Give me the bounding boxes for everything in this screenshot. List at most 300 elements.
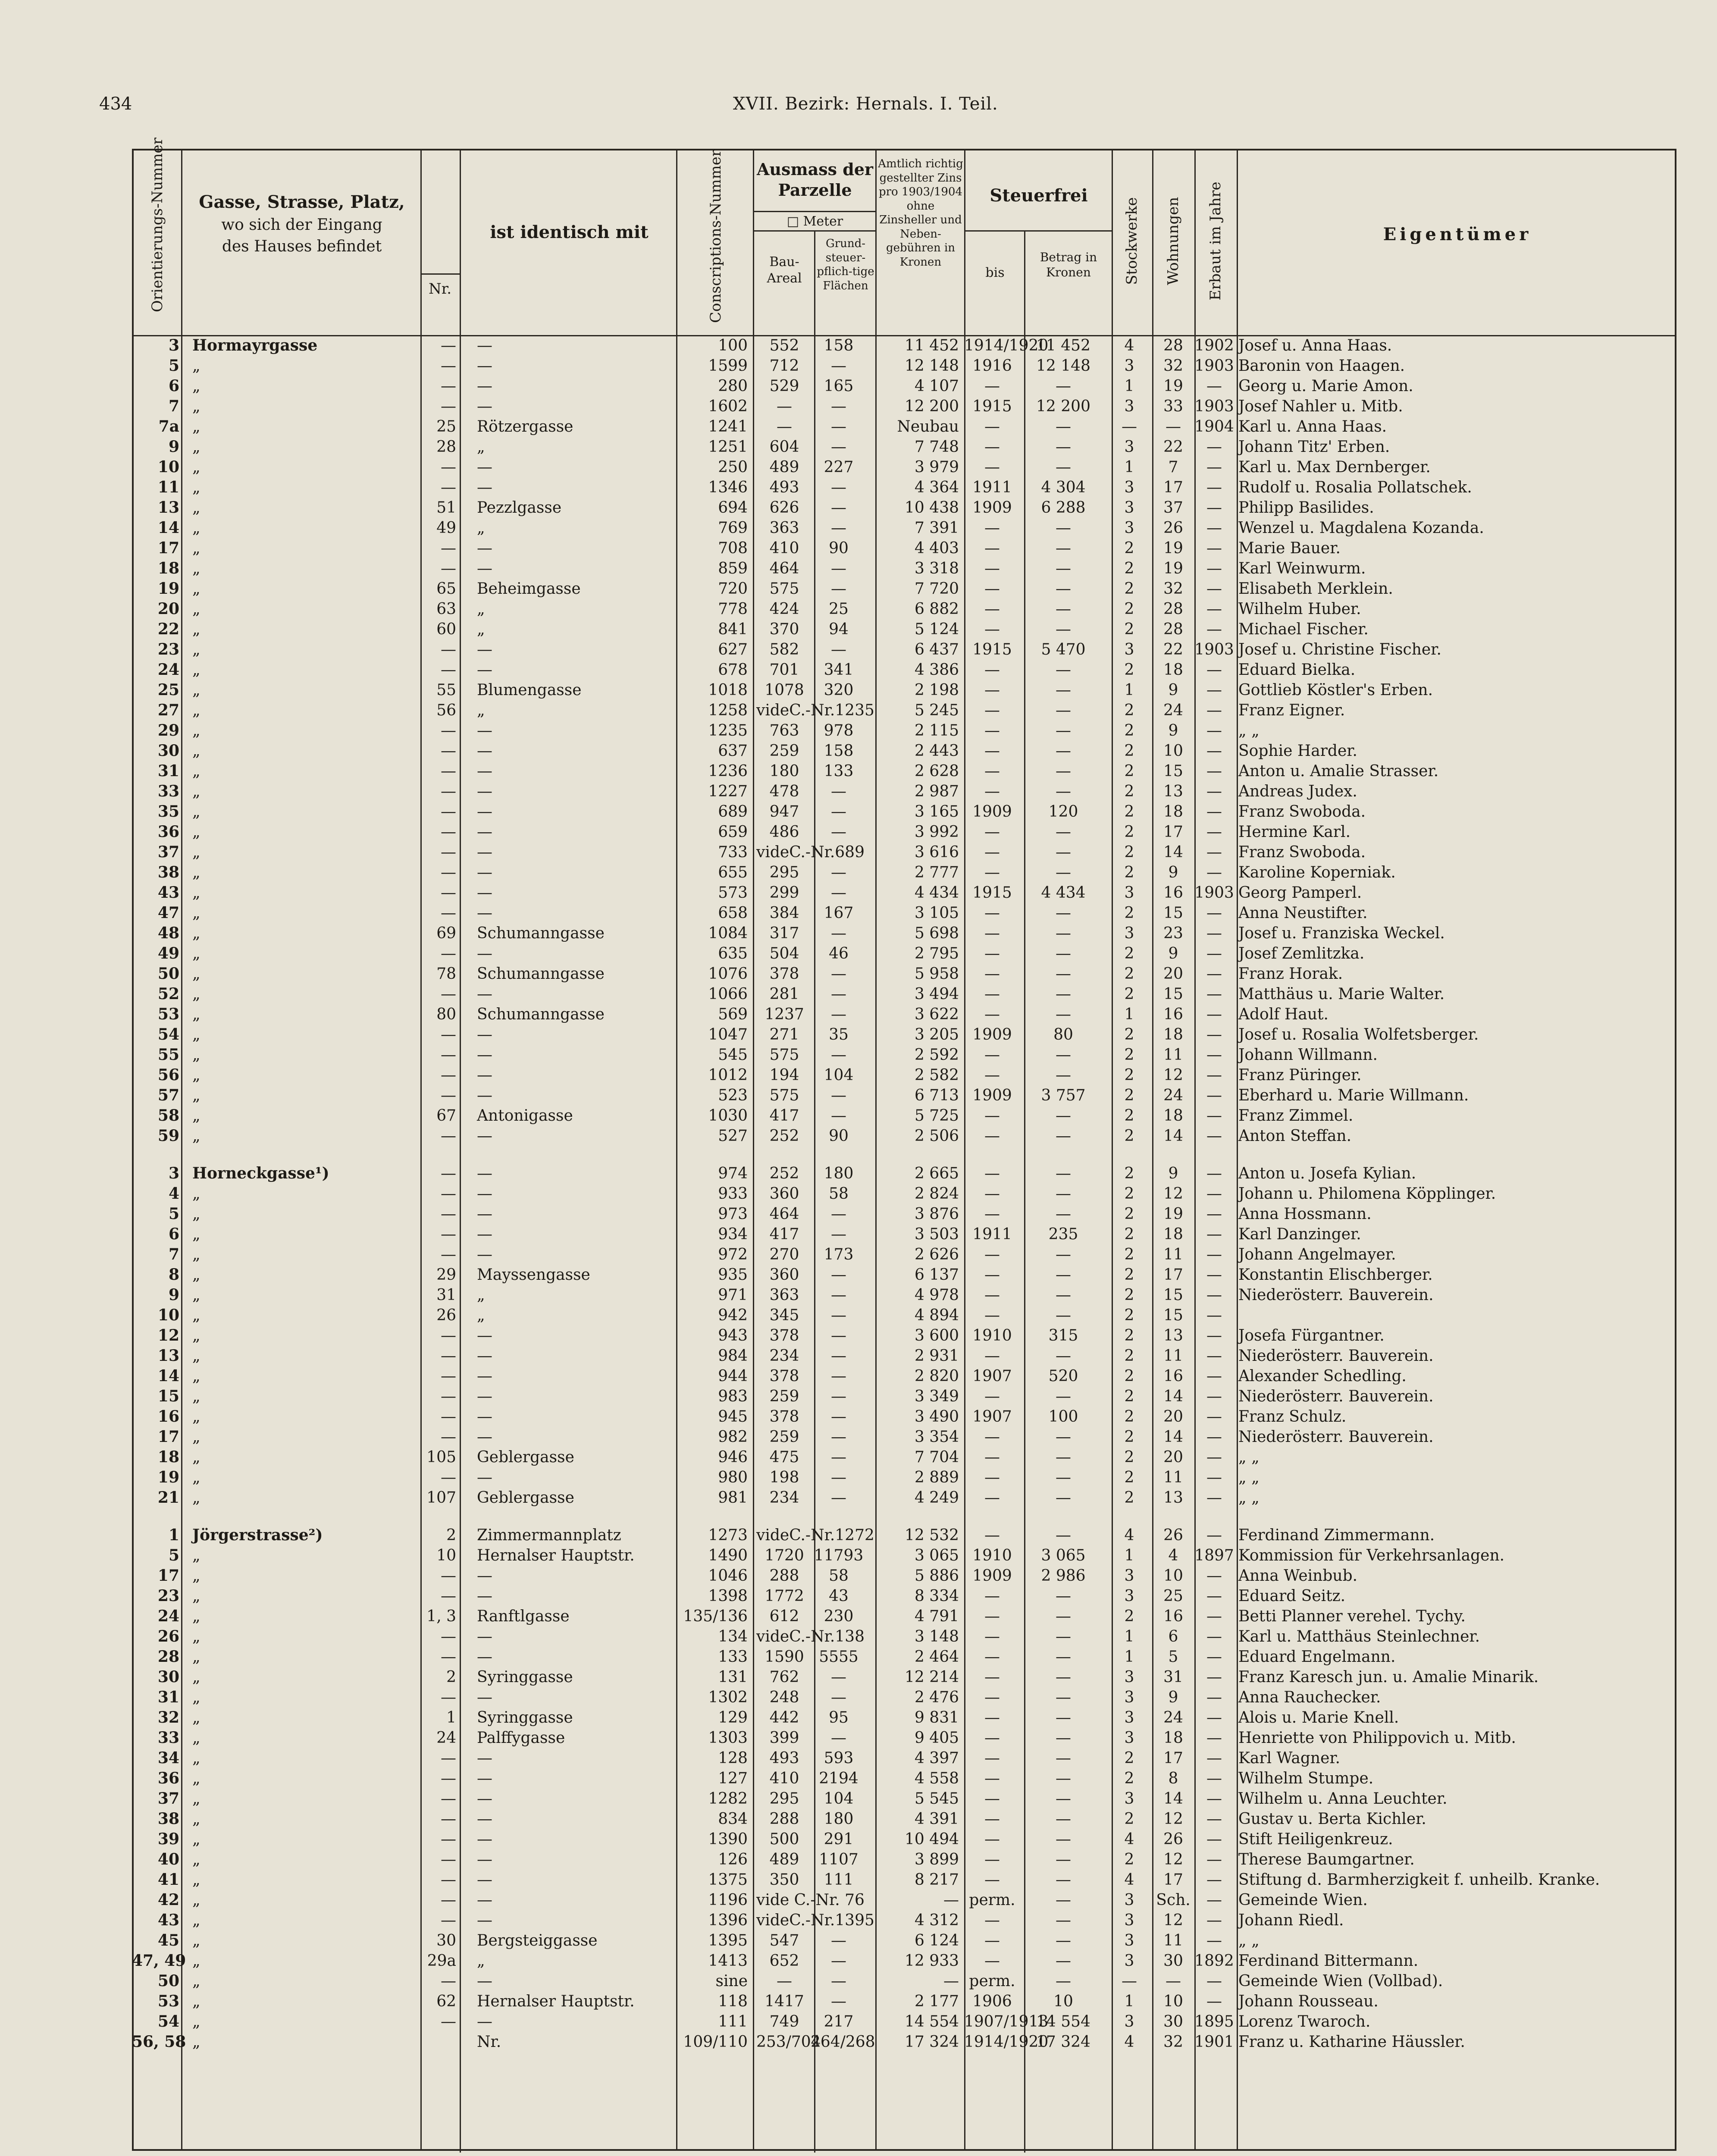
conscription-nr: 569 xyxy=(718,1006,748,1023)
taxable-area: 133 xyxy=(824,762,854,780)
identical-street: — xyxy=(477,1026,492,1044)
identical-street: Rötzergasse xyxy=(477,418,573,436)
identical-nr: — xyxy=(441,722,456,740)
floors: 3 xyxy=(1124,1912,1134,1929)
orientation-nr: 23 xyxy=(157,1587,179,1605)
col-identical-nr: Nr. xyxy=(428,280,452,298)
dwellings: 11 xyxy=(1163,1932,1183,1949)
orientation-nr: 33 xyxy=(157,782,179,800)
page-header xyxy=(0,94,1717,120)
orientation-nr: 30 xyxy=(157,742,179,760)
tax-free-until: perm. xyxy=(969,1972,1015,1990)
owner: Elisabeth Merklein. xyxy=(1238,580,1393,598)
rent-value: 6 437 xyxy=(914,641,959,658)
identical-street: — xyxy=(477,560,492,577)
table-row xyxy=(132,1126,1676,1146)
rent-value: 2 795 xyxy=(914,945,959,962)
taxable-area: — xyxy=(831,1972,846,1990)
table-row xyxy=(132,1106,1676,1126)
owner: Ferdinand Bittermann. xyxy=(1238,1952,1419,1970)
ditto-mark: „ xyxy=(192,843,201,861)
ditto-mark: „ xyxy=(192,438,201,456)
identical-nr: — xyxy=(441,864,456,881)
building-area: 417 xyxy=(769,1107,799,1125)
ditto-mark: „ xyxy=(192,1428,201,1446)
taxable-area: — xyxy=(831,1087,846,1104)
dwellings: 28 xyxy=(1163,620,1183,638)
tax-free-amount: 120 xyxy=(1048,803,1078,821)
taxable-area: 230 xyxy=(824,1608,854,1625)
identical-street: — xyxy=(477,1469,492,1486)
taxable-area: — xyxy=(831,803,846,821)
conscription-nr: 523 xyxy=(718,1087,748,1104)
building-area: 1720 xyxy=(765,1547,804,1564)
ditto-mark: „ xyxy=(192,580,201,598)
built-year: — xyxy=(1206,1709,1222,1727)
orientation-nr: 50 xyxy=(157,1972,179,1990)
conscription-nr: 1413 xyxy=(708,1952,748,1970)
rent-value: 10 494 xyxy=(905,1830,959,1848)
floors: 3 xyxy=(1124,1790,1134,1808)
orientation-nr: 57 xyxy=(157,1086,179,1104)
owner: Gustav u. Berta Kichler. xyxy=(1238,1810,1426,1828)
owner: Karl u. Max Dernberger. xyxy=(1238,458,1431,476)
taxable-area: — xyxy=(831,1428,846,1446)
taxable-area: 593 xyxy=(824,1749,854,1767)
rent-value: — xyxy=(943,1891,959,1909)
tax-free-until: — xyxy=(984,519,1000,537)
taxable-area: — xyxy=(831,924,846,942)
built-year: — xyxy=(1206,458,1222,476)
orientation-nr: 5 xyxy=(168,1205,179,1223)
built-year: — xyxy=(1206,600,1222,618)
conscription-nr: 1196 xyxy=(708,1891,748,1909)
table-row xyxy=(132,1525,1676,1545)
conscription-nr: 1375 xyxy=(708,1871,748,1889)
col-street-1: Gasse, Strasse, Platz, xyxy=(199,192,405,212)
identical-street: „ xyxy=(477,600,485,618)
orientation-nr: 25 xyxy=(157,681,179,699)
tax-free-amount: 14 554 xyxy=(1036,2013,1090,2031)
building-area: 1237 xyxy=(765,1006,804,1023)
ditto-mark: „ xyxy=(192,499,201,517)
identical-street: — xyxy=(477,1972,492,1990)
floors: 3 xyxy=(1124,1891,1134,1909)
conscription-nr: 678 xyxy=(718,661,748,679)
floors: 2 xyxy=(1124,1388,1134,1405)
owner: Wenzel u. Magdalena Kozanda. xyxy=(1238,519,1484,537)
taxable-area: — xyxy=(831,965,846,983)
orientation-nr: 21 xyxy=(157,1489,179,1507)
orientation-nr: 8 xyxy=(168,1266,179,1284)
owner: Karl Danzinger. xyxy=(1238,1225,1361,1243)
conscription-nr: 720 xyxy=(718,580,748,598)
identical-street: — xyxy=(477,985,492,1003)
tax-free-until: — xyxy=(984,1266,1000,1284)
dwellings: 11 xyxy=(1163,1046,1183,1064)
ditto-mark: „ xyxy=(192,1547,201,1564)
ditto-mark: „ xyxy=(192,600,201,618)
conscription-nr: 1396 xyxy=(708,1912,748,1929)
owner: Alois u. Marie Knell. xyxy=(1238,1709,1399,1727)
orientation-nr: 20 xyxy=(157,600,179,618)
dwellings: 26 xyxy=(1163,519,1183,537)
owner: Adolf Haut. xyxy=(1238,1006,1328,1023)
rent-value: 4 397 xyxy=(914,1749,959,1767)
dwellings: 9 xyxy=(1168,1165,1178,1182)
building-area: 749 xyxy=(769,2013,799,2031)
built-year: — xyxy=(1206,985,1222,1003)
identical-nr: — xyxy=(441,1066,456,1084)
taxable-area: 180 xyxy=(824,1165,854,1182)
identical-street: „ xyxy=(477,1952,485,1970)
table-row xyxy=(132,1991,1676,2012)
orientation-nr: 37 xyxy=(157,843,179,861)
floors: 3 xyxy=(1124,1952,1134,1970)
building-area: 248 xyxy=(769,1689,799,1706)
taxable-area: 35 xyxy=(829,1026,849,1044)
tax-free-until: — xyxy=(984,1307,1000,1324)
rent-value: 10 438 xyxy=(905,499,959,517)
tax-free-amount: — xyxy=(1056,1165,1071,1182)
identical-street: „ xyxy=(477,702,485,719)
floors: 2 xyxy=(1124,1165,1134,1182)
rent-value: 11 452 xyxy=(905,337,959,354)
tax-free-amount: 11 452 xyxy=(1036,337,1090,354)
rent-value: 5 124 xyxy=(914,620,959,638)
orientation-nr: 47 xyxy=(157,904,179,922)
taxable-area: 291 xyxy=(824,1830,854,1848)
rent-value: 4 978 xyxy=(914,1286,959,1304)
floors: — xyxy=(1122,418,1137,436)
tax-free-until: 1911 xyxy=(972,1225,1012,1243)
taxable-area: — xyxy=(831,418,846,436)
dwellings: 18 xyxy=(1163,1729,1183,1747)
table-row xyxy=(132,1045,1676,1065)
identical-nr: 107 xyxy=(426,1489,456,1507)
dwellings: 9 xyxy=(1168,1689,1178,1706)
orientation-nr: 7a xyxy=(158,417,179,436)
tax-free-amount: — xyxy=(1056,1668,1071,1686)
floors: 2 xyxy=(1124,1448,1134,1466)
conscription-nr: 658 xyxy=(718,904,748,922)
tax-free-until: — xyxy=(984,1388,1000,1405)
identical-nr: — xyxy=(441,1972,456,1990)
building-area: 475 xyxy=(769,1448,799,1466)
dwellings: 26 xyxy=(1163,1830,1183,1848)
identical-nr: — xyxy=(441,742,456,760)
dwellings: 18 xyxy=(1163,1225,1183,1243)
building-area: 947 xyxy=(769,803,799,821)
table-row xyxy=(132,741,1676,761)
ditto-mark: „ xyxy=(192,1770,201,1787)
floors: 3 xyxy=(1124,499,1134,517)
tax-free-until: — xyxy=(984,1526,1000,1544)
conscription-nr: 118 xyxy=(718,1993,748,2010)
tax-free-until: 1906 xyxy=(972,1993,1012,2010)
rent-value: Neubau xyxy=(897,418,959,436)
col-building-area: Bau-Areal xyxy=(767,254,802,286)
owner: Josef u. Christine Fischer. xyxy=(1238,641,1441,658)
identical-street: — xyxy=(477,1087,492,1104)
conscription-nr: 129 xyxy=(718,1709,748,1727)
orientation-nr: 5 xyxy=(168,1546,179,1564)
identical-street: — xyxy=(477,1388,492,1405)
floors: 2 xyxy=(1124,600,1134,618)
built-year: — xyxy=(1206,1327,1222,1344)
tax-free-amount: — xyxy=(1056,600,1071,618)
taxable-area: 90 xyxy=(829,1127,849,1145)
identical-street: — xyxy=(477,377,492,395)
taxable-area: — xyxy=(831,985,846,1003)
floors: 3 xyxy=(1124,641,1134,658)
tax-free-amount: — xyxy=(1056,965,1071,983)
conscription-nr: 109/110 xyxy=(683,2033,748,2051)
orientation-nr: 22 xyxy=(157,620,179,638)
tax-free-until: 1915 xyxy=(972,641,1012,658)
owner: Wilhelm u. Anna Leuchter. xyxy=(1238,1790,1448,1808)
owner: Anton u. Amalie Strasser. xyxy=(1238,762,1439,780)
identical-street: — xyxy=(477,1205,492,1223)
table-row xyxy=(132,1326,1676,1346)
rent-value: 2 582 xyxy=(914,1066,959,1084)
col-street-3: des Hauses befindet xyxy=(222,238,382,255)
rent-value: 7 720 xyxy=(914,580,959,598)
orientation-nr: 23 xyxy=(157,640,179,658)
rent-value: 2 443 xyxy=(914,742,959,760)
col-parcel: Ausmass der Parzelle xyxy=(756,160,874,200)
orientation-nr: 24 xyxy=(157,661,179,679)
floors: 2 xyxy=(1124,803,1134,821)
taxable-area: — xyxy=(831,1205,846,1223)
orientation-nr: 27 xyxy=(157,701,179,719)
orientation-nr: 3 xyxy=(168,336,179,354)
taxable-area: — xyxy=(831,560,846,577)
owner: Franz Schulz. xyxy=(1238,1408,1347,1426)
owner: Hermine Karl. xyxy=(1238,823,1351,841)
taxable-area: — xyxy=(831,1729,846,1747)
floors: 2 xyxy=(1124,1770,1134,1787)
orientation-nr: 56, 58 xyxy=(132,2033,186,2051)
building-area: 180 xyxy=(769,762,799,780)
built-year: — xyxy=(1206,1286,1222,1304)
table-row xyxy=(132,842,1676,862)
tax-free-amount: — xyxy=(1056,1749,1071,1767)
orientation-nr: 37 xyxy=(157,1789,179,1808)
taxable-area: 58 xyxy=(829,1185,849,1203)
tax-free-until: — xyxy=(984,1668,1000,1686)
building-area: 652 xyxy=(769,1952,799,1970)
tax-free-amount: — xyxy=(1056,1448,1071,1466)
floors: 1 xyxy=(1124,1547,1134,1564)
dwellings: 20 xyxy=(1163,1408,1183,1426)
rent-value: 3 616 xyxy=(914,843,959,861)
ditto-mark: „ xyxy=(192,1729,201,1747)
orientation-nr: 33 xyxy=(157,1729,179,1747)
floors: 2 xyxy=(1124,1469,1134,1486)
orientation-nr: 53 xyxy=(157,1992,179,2010)
tax-free-until: 1909 xyxy=(972,499,1012,517)
conscription-nr: 984 xyxy=(718,1347,748,1365)
ditto-mark: „ xyxy=(192,377,201,395)
orientation-nr: 12 xyxy=(157,1326,179,1344)
owner: Stiftung d. Barmherzigkeit f. unheilb. Kranke. xyxy=(1238,1871,1600,1889)
tax-free-amount: 2 986 xyxy=(1041,1567,1086,1585)
tax-free-amount: — xyxy=(1056,783,1071,800)
conscription-nr: 1030 xyxy=(708,1107,748,1125)
owner: Anna Rauchecker. xyxy=(1238,1689,1381,1706)
built-year: — xyxy=(1206,661,1222,679)
floors: 3 xyxy=(1124,357,1134,375)
ditto-mark: „ xyxy=(192,1648,201,1666)
built-year: — xyxy=(1206,1851,1222,1868)
identical-street: Geblergasse xyxy=(477,1448,574,1466)
dwellings: 16 xyxy=(1163,1367,1183,1385)
conscription-nr: 1602 xyxy=(708,398,748,415)
conscription-nr: 859 xyxy=(718,560,748,577)
dwellings: 12 xyxy=(1163,1066,1183,1084)
identical-nr: — xyxy=(441,479,456,496)
orientation-nr: 3 xyxy=(168,1164,179,1182)
tax-free-amount: 12 148 xyxy=(1036,357,1090,375)
built-year: — xyxy=(1206,1087,1222,1104)
col-identical: ist identisch mit xyxy=(490,222,649,242)
conscription-nr: 769 xyxy=(718,519,748,537)
ditto-mark: „ xyxy=(192,1388,201,1405)
owner: Johann Rousseau. xyxy=(1238,1993,1379,2010)
identical-street: „ xyxy=(477,1286,485,1304)
table-row xyxy=(132,680,1676,700)
identical-street: Schumanngasse xyxy=(477,965,605,983)
tax-free-amount: — xyxy=(1056,1689,1071,1706)
orientation-nr: 16 xyxy=(157,1407,179,1426)
ditto-mark: „ xyxy=(192,519,201,537)
owner: „ „ xyxy=(1238,722,1260,740)
orientation-nr: 17 xyxy=(157,1428,179,1446)
floors: 4 xyxy=(1124,1871,1134,1889)
building-area: 378 xyxy=(769,965,799,983)
tax-free-amount: — xyxy=(1056,1286,1071,1304)
ditto-mark: „ xyxy=(192,945,201,962)
table-row xyxy=(132,1870,1676,1890)
table-row xyxy=(132,1025,1676,1045)
rent-value: 3 503 xyxy=(914,1225,959,1243)
built-year: — xyxy=(1206,1648,1222,1666)
floors: 2 xyxy=(1124,823,1134,841)
identical-nr: 80 xyxy=(436,1006,456,1023)
identical-nr: — xyxy=(441,1628,456,1645)
col-amount: Betrag in Kronen xyxy=(1040,250,1097,279)
conscription-nr: 981 xyxy=(718,1489,748,1507)
identical-street: — xyxy=(477,945,492,962)
identical-street: Schumanngasse xyxy=(477,1006,605,1023)
built-year: — xyxy=(1206,823,1222,841)
owner: Johann Angelmayer. xyxy=(1238,1246,1396,1263)
conscription-nr: sine xyxy=(715,1972,748,1990)
owner: Anton u. Josefa Kylian. xyxy=(1238,1165,1416,1182)
table-row xyxy=(132,376,1676,396)
table-row xyxy=(132,558,1676,579)
conscription-nr: 1236 xyxy=(708,762,748,780)
tax-free-until: — xyxy=(984,1127,1000,1145)
tax-free-amount: — xyxy=(1056,1185,1071,1203)
rent-value: 7 391 xyxy=(914,519,959,537)
building-area: 478 xyxy=(769,783,799,800)
identical-street: — xyxy=(477,1367,492,1385)
identical-street: Bergsteiggasse xyxy=(477,1932,598,1949)
floors: 2 xyxy=(1124,762,1134,780)
rent-value: 2 931 xyxy=(914,1347,959,1365)
conscription-nr: 694 xyxy=(718,499,748,517)
identical-street: — xyxy=(477,398,492,415)
rent-value: 12 532 xyxy=(905,1526,959,1544)
table-row xyxy=(132,1789,1676,1809)
ditto-mark: „ xyxy=(192,985,201,1003)
table-row xyxy=(132,1085,1676,1106)
dwellings: 13 xyxy=(1163,783,1183,800)
conscription-nr: 127 xyxy=(718,1770,748,1787)
owner: Gemeinde Wien (Vollbad). xyxy=(1238,1972,1443,1990)
built-year: — xyxy=(1206,1046,1222,1064)
tax-free-amount: — xyxy=(1056,1912,1071,1929)
built-year: 1903 xyxy=(1194,641,1234,658)
owner: Anna Weinbub. xyxy=(1238,1567,1358,1585)
table-row xyxy=(132,1849,1676,1870)
ditto-mark: „ xyxy=(192,1489,201,1507)
dwellings: 14 xyxy=(1163,1790,1183,1808)
dwellings: 13 xyxy=(1163,1327,1183,1344)
floors: 2 xyxy=(1124,560,1134,577)
identical-street: — xyxy=(477,1810,492,1828)
tax-free-until: — xyxy=(984,924,1000,942)
rent-value: 5 886 xyxy=(914,1567,959,1585)
orientation-nr: 54 xyxy=(157,2012,179,2031)
dwellings: 6 xyxy=(1168,1628,1178,1645)
col-rent-value: Amtlich richtig gestellter Zins pro 1903/1904 ohne Zinsheller und Neben-gebühren in Kronen xyxy=(878,157,963,269)
floors: 2 xyxy=(1124,1185,1134,1203)
identical-street: — xyxy=(477,1127,492,1145)
identical-street: — xyxy=(477,1165,492,1182)
built-year: — xyxy=(1206,1567,1222,1585)
rent-value: 4 386 xyxy=(914,661,959,679)
orientation-nr: 29 xyxy=(157,721,179,740)
conscription-nr: 1395 xyxy=(708,1932,748,1949)
identical-nr: — xyxy=(441,1367,456,1385)
floors: 2 xyxy=(1124,1046,1134,1064)
dwellings: 5 xyxy=(1168,1648,1178,1666)
tax-free-amount: — xyxy=(1056,1246,1071,1263)
dwellings: 12 xyxy=(1163,1912,1183,1929)
identical-nr: 105 xyxy=(426,1448,456,1466)
tax-free-until: — xyxy=(984,1628,1000,1645)
dwellings: 15 xyxy=(1163,985,1183,1003)
taxable-area: — xyxy=(831,1307,846,1324)
building-area: 378 xyxy=(769,1367,799,1385)
conscription-nr: 1084 xyxy=(708,924,748,942)
identical-street: „ xyxy=(477,438,485,456)
table-row xyxy=(132,660,1676,680)
conscription-nr: 1046 xyxy=(708,1567,748,1585)
orientation-nr: 42 xyxy=(157,1891,179,1909)
conscription-nr: 111 xyxy=(718,2013,748,2031)
owner: Niederösterr. Bauverein. xyxy=(1238,1388,1434,1405)
tax-free-amount: — xyxy=(1056,1851,1071,1868)
rent-value: 9 405 xyxy=(914,1729,959,1747)
ditto-mark: „ xyxy=(192,398,201,415)
dwellings: 28 xyxy=(1163,337,1183,354)
tax-free-until: — xyxy=(984,1952,1000,1970)
building-area: 345 xyxy=(769,1307,799,1324)
